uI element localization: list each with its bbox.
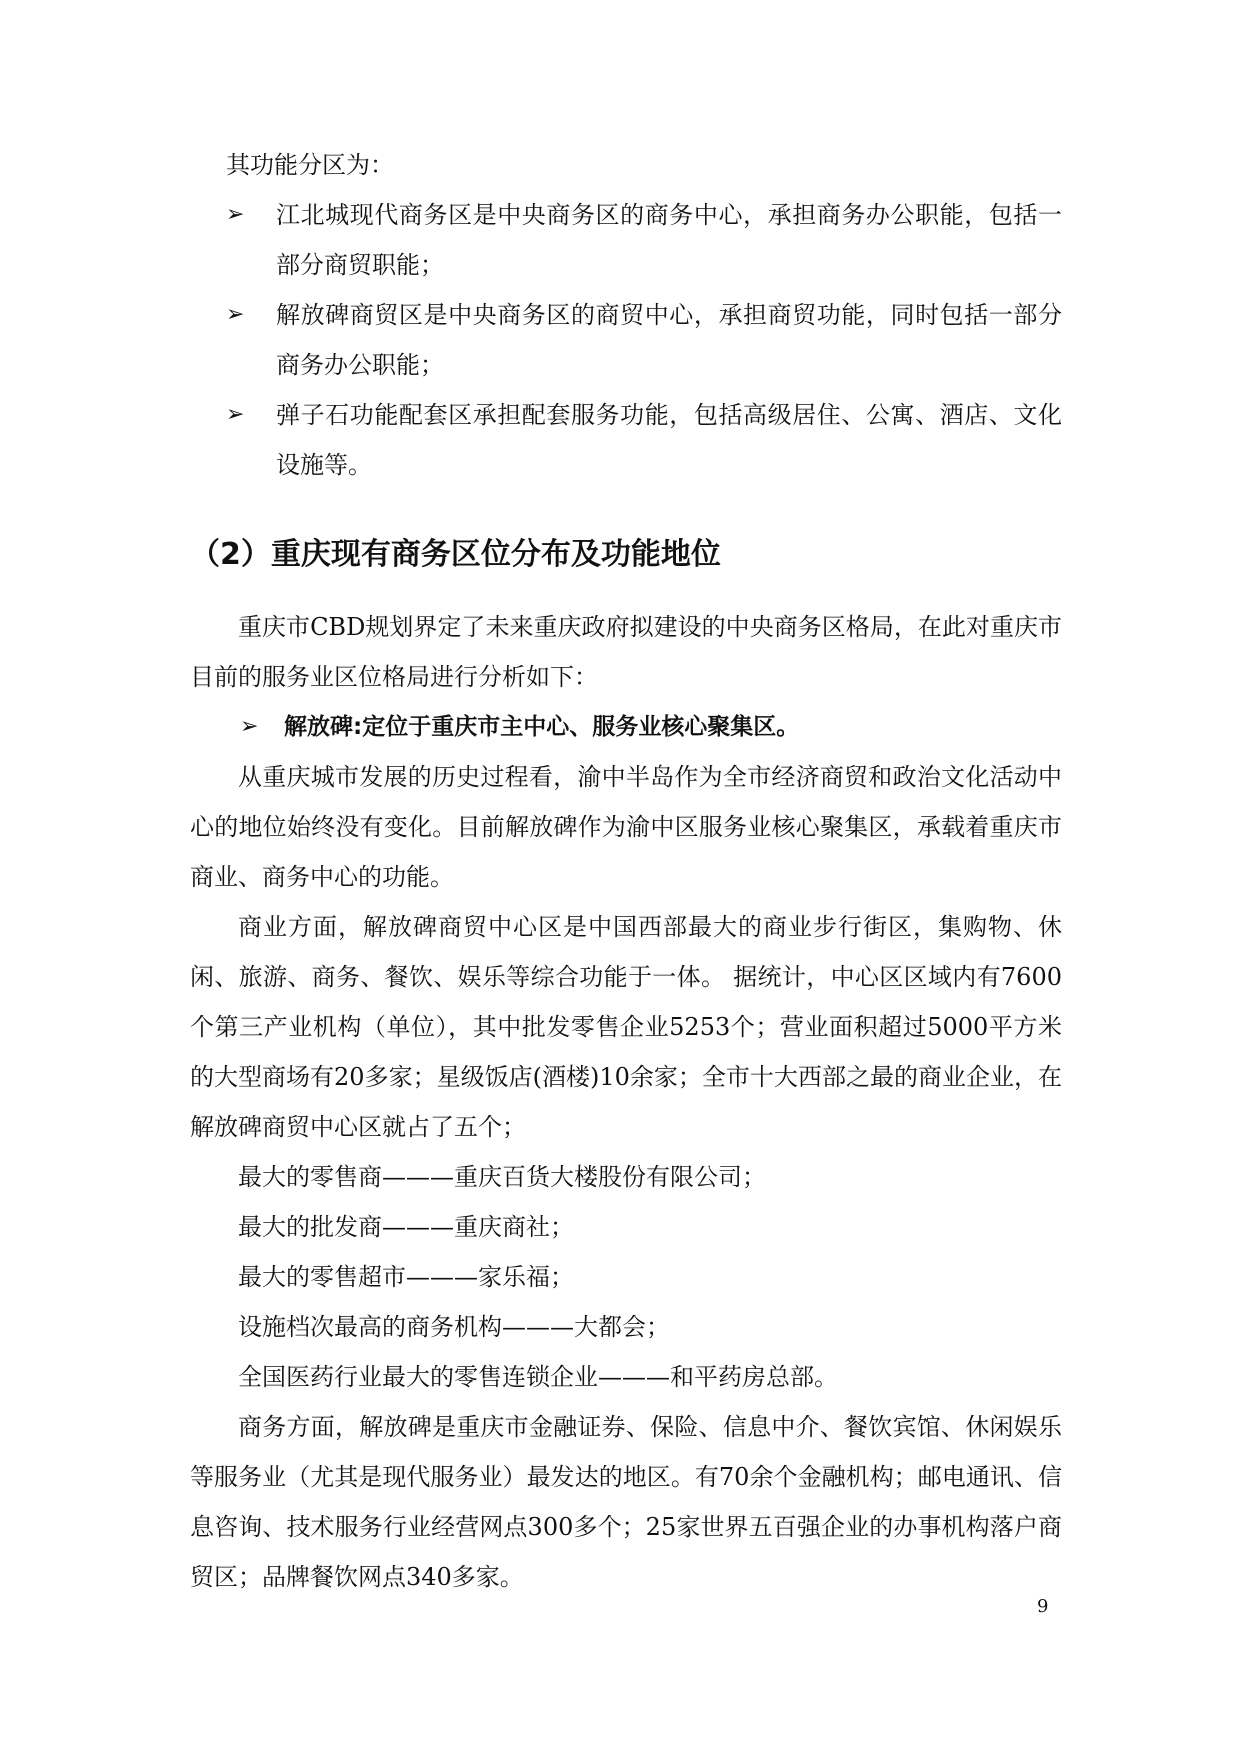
arrow-bullet-icon: ➢ xyxy=(226,302,245,327)
arrow-bullet-icon: ➢ xyxy=(240,714,259,739)
list-item: 设施档次最高的商务机构———大都会； xyxy=(238,1313,670,1341)
page-number: 9 xyxy=(1037,1596,1049,1617)
functional-zones-intro: 其功能分区为： xyxy=(226,151,394,179)
list-item: 最大的零售超市———家乐福； xyxy=(238,1263,574,1291)
jiefangbei-positioning-bullet xyxy=(190,702,1062,752)
jiefangbei-positioning-text: 解放碑:定位于重庆市主中心、服务业核心聚集区。 xyxy=(284,714,800,740)
zone-bullet-text: 解放碑商贸区是中央商务区的商贸中心，承担商贸功能，同时包括一部分商务办公职能； xyxy=(276,301,1062,379)
business-paragraph: 商务方面，解放碑是重庆市金融证券、保险、信息中介、餐饮宾馆、休闲娱乐等服务业（尤其是现代服务业）最发达的地区。有70余个金融机构；邮电通讯、信息咨询、技术服务行业经营网点300多个；25家世界五百强企业的办事机构落户商贸区；品牌餐饮网点340多家。 xyxy=(190,1413,1062,1591)
list-item: 最大的零售商———重庆百货大楼股份有限公司； xyxy=(238,1163,766,1191)
list-item: 最大的批发商———重庆商社； xyxy=(238,1213,574,1241)
zone-bullet-danzishi xyxy=(190,390,1062,490)
arrow-bullet-icon: ➢ xyxy=(226,202,245,227)
arrow-bullet-icon: ➢ xyxy=(226,402,245,427)
zone-bullet-text: 弹子石功能配套区承担配套服务功能，包括高级居住、公寓、酒店、文化设施等。 xyxy=(276,401,1062,479)
commerce-paragraph: 商业方面，解放碑商贸中心区是中国西部最大的商业步行街区，集购物、休闲、旅游、商务、餐饮、娱乐等综合功能于一体。 据统计，中心区区域内有7600个第三产业机构（单位），其中批发零售企业5253个；营业面积超过5000平方米的大型商场有20多家；星级饭店(酒楼)10余家；全市十大西部之最的商业企业，在解放碑商贸中心区就占了五个； xyxy=(190,913,1062,1141)
list-item: 全国医药行业最大的零售连锁企业———和平药房总部。 xyxy=(238,1363,838,1391)
section-intro-paragraph: 重庆市CBD规划界定了未来重庆政府拟建设的中央商务区格局，在此对重庆市目前的服务业区位格局进行分析如下： xyxy=(190,613,1062,691)
zone-bullet-text: 江北城现代商务区是中央商务区的商务中心，承担商务办公职能，包括一部分商贸职能； xyxy=(276,201,1062,279)
section-heading: （2）重庆现有商务区位分布及功能地位 xyxy=(190,537,721,572)
history-paragraph: 从重庆城市发展的历史过程看，渝中半岛作为全市经济商贸和政治文化活动中心的地位始终没有变化。目前解放碑作为渝中区服务业核心聚集区，承载着重庆市商业、商务中心的功能。 xyxy=(190,763,1062,891)
page-content xyxy=(190,140,1062,1602)
zone-bullet-jiangbeicheng xyxy=(190,190,1062,290)
zone-bullet-jiefangbei xyxy=(190,290,1062,390)
